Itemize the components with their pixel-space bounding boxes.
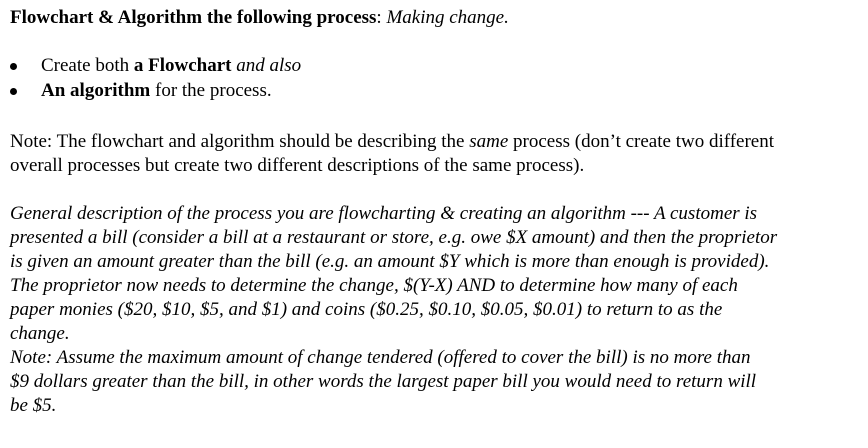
assumption-line: Note: Assume the maximum amount of change tendered (offered to cover the bill) is no more than bbox=[10, 347, 751, 368]
description-line: General description of the process you are flowcharting & creating an algorithm --- A customer is bbox=[10, 203, 758, 224]
note-paragraph bbox=[10, 130, 858, 178]
description-line: is given an amount greater than the bill (e.g. an amount $Y which is more than enough is provided). bbox=[10, 251, 770, 272]
description-line: change. bbox=[10, 323, 70, 344]
page-title bbox=[10, 6, 858, 30]
assumption-line: be $5. bbox=[10, 395, 57, 416]
bullet-icon bbox=[10, 63, 17, 70]
general-description bbox=[10, 202, 858, 418]
note-line: Note: The flowchart and algorithm should be describing the same process (don’t create two different bbox=[10, 131, 775, 152]
title-italic: Making change. bbox=[386, 7, 509, 28]
assumption-line: $9 dollars greater than the bill, in other words the largest paper bill you would need to return will bbox=[10, 371, 757, 392]
task-list bbox=[10, 54, 858, 104]
description-line: presented a bill (consider a bill at a restaurant or store, e.g. owe $X amount) and then the proprietor bbox=[10, 227, 778, 248]
note-line: overall processes but create two different descriptions of the same process). bbox=[10, 155, 585, 176]
title-colon: : bbox=[376, 7, 382, 28]
bullet-icon bbox=[10, 88, 17, 95]
list-item: Create both a Flowchart and also bbox=[10, 54, 858, 79]
description-line: paper monies ($20, $10, $5, and $1) and coins ($0.25, $0.10, $0.05, $0.01) to return to as the bbox=[10, 299, 723, 320]
list-item: An algorithm for the process. bbox=[10, 79, 858, 104]
title-bold: Flowchart & Algorithm the following process bbox=[10, 7, 377, 28]
description-line: The proprietor now needs to determine the change, $(Y-X) AND to determine how many of each bbox=[10, 275, 738, 296]
